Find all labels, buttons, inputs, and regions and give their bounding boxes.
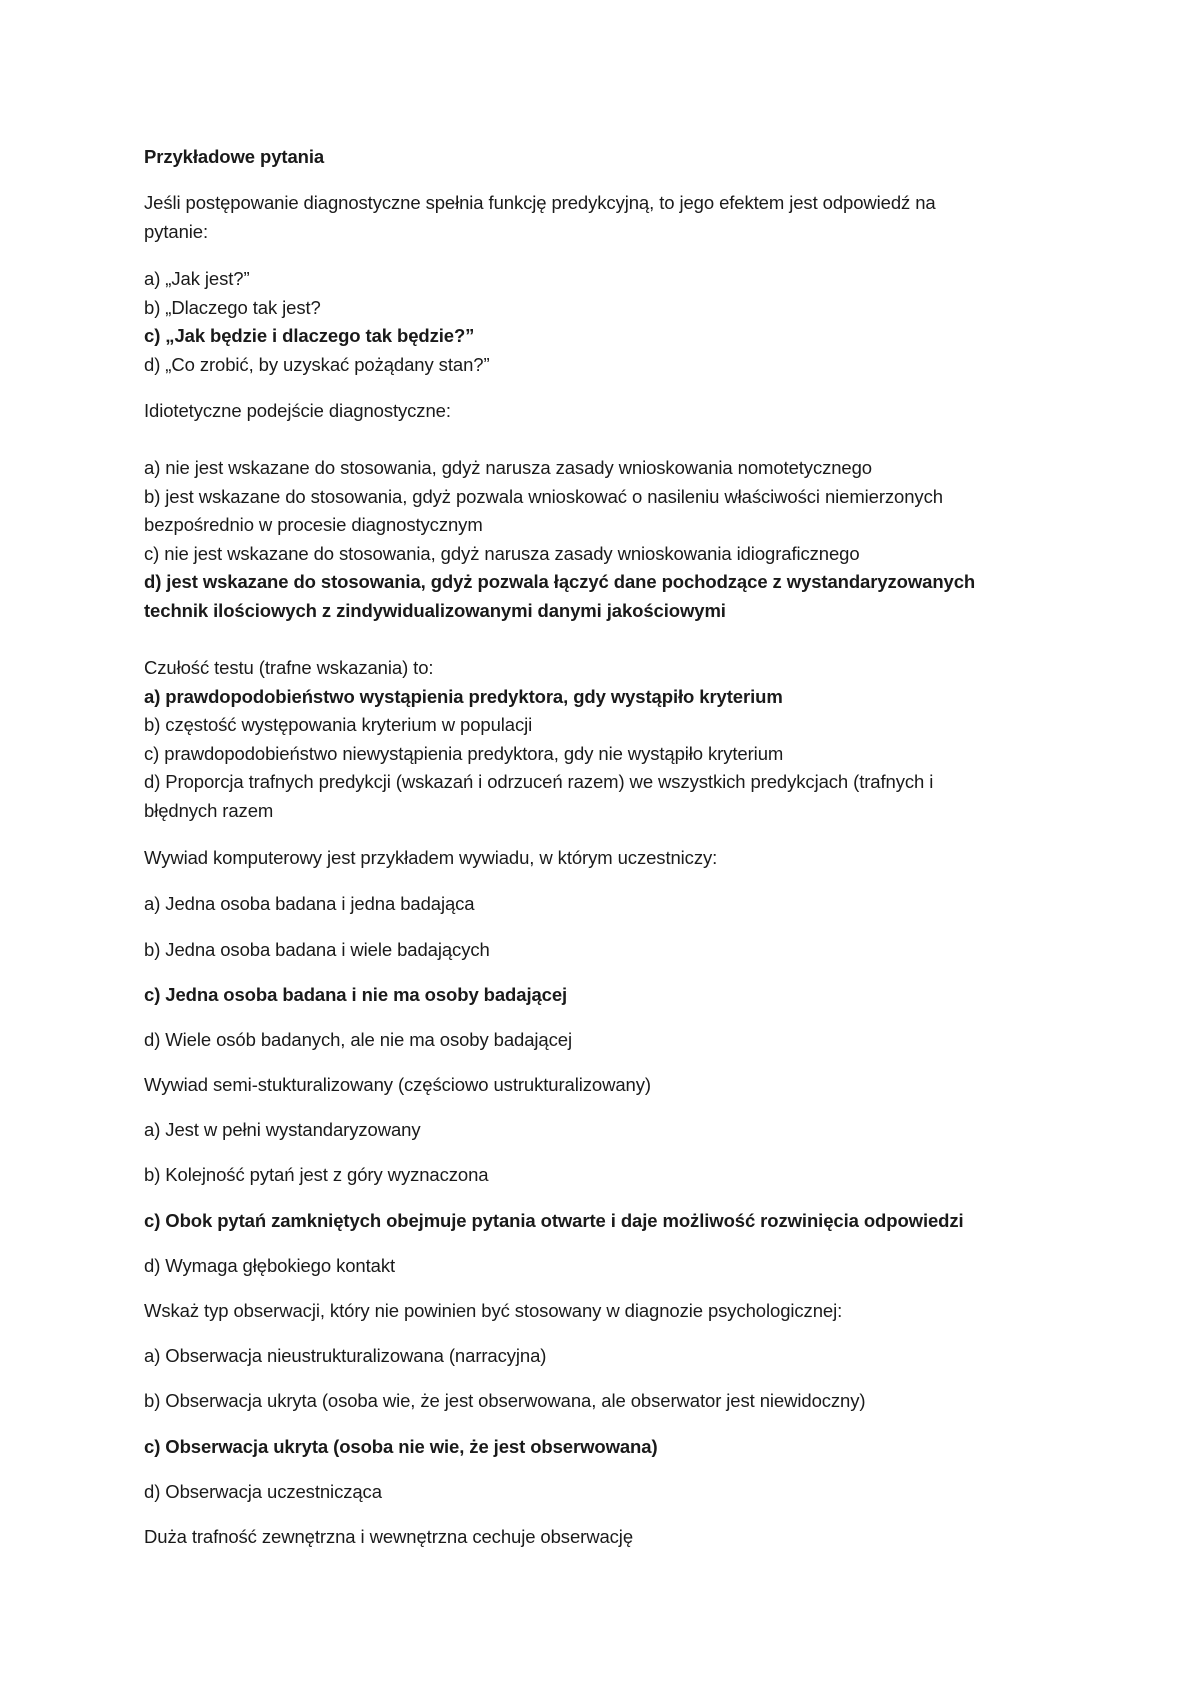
question-1-option-b: b) „Dlaczego tak jest? — [144, 297, 321, 318]
question-4-option-c-correct: c) Jedna osoba badana i nie ma osoby badającej — [144, 984, 568, 1005]
question-6-option-d: d) Obserwacja uczestnicząca — [144, 1481, 382, 1502]
question-1-stem: Jeśli postępowanie diagnostyczne spełnia funkcję predykcyjną, to jego efektem jest odpowiedź na — [144, 192, 936, 213]
question-3-option-b: b) częstość występowania kryterium w populacji — [144, 714, 533, 735]
question-1-stem-cont: pytanie: — [144, 221, 208, 242]
question-1-option-d: d) „Co zrobić, by uzyskać pożądany stan?” — [144, 354, 490, 375]
question-5-stem: Wywiad semi-stukturalizowany (częściowo ustrukturalizowany) — [144, 1074, 651, 1095]
question-4-option-a: a) Jedna osoba badana i jedna badająca — [144, 893, 475, 914]
question-2-option-b-cont: bezpośrednio w procesie diagnostycznym — [144, 514, 483, 535]
question-3-option-d: d) Proporcja trafnych predykcji (wskazań i odrzuceń razem) we wszystkich predykcjach (trafnych i — [144, 771, 934, 792]
question-6-option-b: b) Obserwacja ukryta (osoba wie, że jest obserwowana, ale obserwator jest niewidoczny) — [144, 1390, 866, 1411]
question-5-option-a: a) Jest w pełni wystandaryzowany — [144, 1119, 421, 1140]
question-4-option-b: b) Jedna osoba badana i wiele badających — [144, 939, 490, 960]
question-3-option-d-cont: błędnych razem — [144, 800, 274, 821]
question-6-option-c-correct: c) Obserwacja ukryta (osoba nie wie, że jest obserwowana) — [144, 1436, 658, 1457]
question-3-option-a-correct: a) prawdopodobieństwo wystąpienia predyktora, gdy wystąpiło kryterium — [144, 686, 783, 707]
question-2-option-c: c) nie jest wskazane do stosowania, gdyż narusza zasady wnioskowania idiograficznego — [144, 543, 860, 564]
question-6-option-a: a) Obserwacja nieustrukturalizowana (narracyjna) — [144, 1345, 547, 1366]
question-5-option-b: b) Kolejność pytań jest z góry wyznaczona — [144, 1164, 489, 1185]
question-2-option-d-correct: d) jest wskazane do stosowania, gdyż pozwala łączyć dane pochodzące z wystandaryzowanych — [144, 571, 976, 592]
question-1-option-a: a) „Jak jest?” — [144, 268, 250, 289]
question-2-option-b: b) jest wskazane do stosowania, gdyż pozwala wnioskować o nasileniu właściwości niemierzonych — [144, 486, 943, 507]
question-2-stem: Idiotetyczne podejście diagnostyczne: — [144, 400, 451, 421]
question-7-stem: Duża trafność zewnętrzna i wewnętrzna cechuje obserwację — [144, 1526, 634, 1547]
page-title: Przykładowe pytania — [144, 146, 325, 167]
question-2-option-a: a) nie jest wskazane do stosowania, gdyż narusza zasady wnioskowania nomotetycznego — [144, 457, 872, 478]
question-1-option-c-correct: c) „Jak będzie i dlaczego tak będzie?” — [144, 325, 475, 346]
question-3-option-c: c) prawdopodobieństwo niewystąpienia predyktora, gdy nie wystąpiło kryterium — [144, 743, 784, 764]
question-4-stem: Wywiad komputerowy jest przykładem wywiadu, w którym uczestniczy: — [144, 847, 718, 868]
question-5-option-d: d) Wymaga głębokiego kontakt — [144, 1255, 396, 1276]
question-3-stem: Czułość testu (trafne wskazania) to: — [144, 657, 434, 678]
question-2-option-d-cont: technik ilościowych z zindywidualizowanymi danymi jakościowymi — [144, 600, 726, 621]
question-5-option-c-correct: c) Obok pytań zamkniętych obejmuje pytania otwarte i daje możliwość rozwinięcia odpowiedzi — [144, 1210, 964, 1231]
question-4-option-d: d) Wiele osób badanych, ale nie ma osoby badającej — [144, 1029, 572, 1050]
question-6-stem: Wskaż typ obserwacji, który nie powinien być stosowany w diagnozie psychologicznej: — [144, 1300, 843, 1321]
